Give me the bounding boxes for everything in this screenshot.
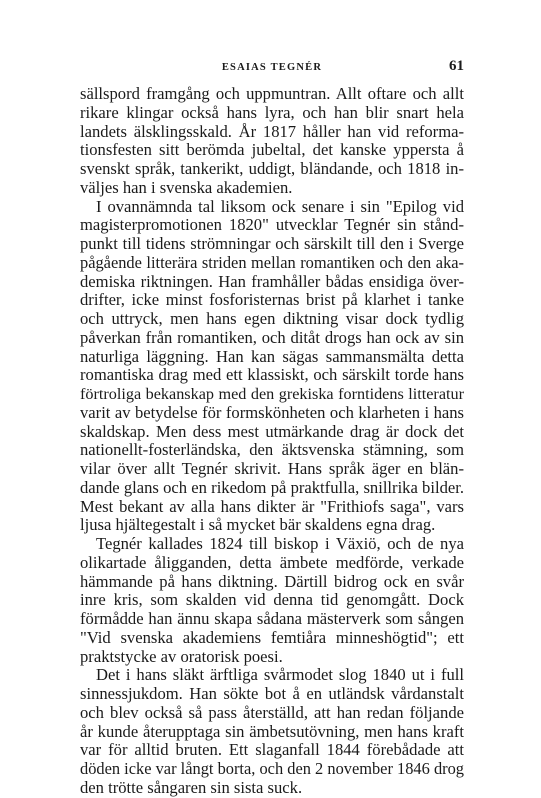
- text-line: väljes han i svenska akademien.: [80, 177, 293, 197]
- text-line: I ovannämnda tal liksom ock senare i sin "Epilog vid: [96, 196, 464, 216]
- text-line: varit av betydelse för formskönheten och klarheten i hans: [80, 402, 464, 422]
- text-line: naturliga läggning. Han kan sägas sammansmälta detta: [80, 346, 464, 366]
- text-line: påverkan från romantiken, och ditåt drogs han ock av sin: [80, 327, 464, 347]
- text-line: och uttryck, men hans egen diktning visar dock tydlig: [80, 309, 464, 328]
- running-head: ESAIAS TEGNÉR: [221, 62, 323, 73]
- text-line: och blev också så pass återställd, att han redan följande: [80, 702, 464, 722]
- page-header: [80, 58, 464, 78]
- text-line: vilar över allt Tegnér skrivit. Hans språk äger en blän-: [80, 459, 464, 478]
- text-line: sinnessjukdom. Han sökte bot å en utländsk vårdanstalt: [80, 684, 464, 703]
- text-line: romantiska drag med ett klassiskt, och särskilt torde hans: [80, 365, 464, 385]
- text-line: landets älsklingsskald. År 1817 håller han vid reforma-: [80, 121, 464, 141]
- text-line: sällspord framgång och uppmuntran. Allt oftare och allt: [80, 84, 464, 103]
- body-text: [80, 85, 464, 798]
- text-line: år kunde återupptaga sin ämbetsutövning, men hans kraft: [80, 721, 464, 741]
- text-line: Det i hans släkt ärftliga svårmodet slog 1840 ut i full: [96, 665, 464, 685]
- text-line: hämmande på hans diktning. Därtill bidrog ock en svår: [80, 571, 464, 591]
- text-line: dande glans och en rikedom på praktfulla, snillrika bilder.: [80, 477, 464, 497]
- text-line: ljusa hjältegestalt i så mycket bär skaldens egna drag.: [80, 515, 436, 535]
- text-line: förtroliga bekanskap med den grekiska forntidens litteratur: [80, 385, 464, 403]
- text-line: den trötte sångaren sin sista suck.: [80, 777, 303, 797]
- text-line: förmådde han ännu skapa sådana mästerverk som sången: [80, 609, 464, 628]
- text-line: pågående litterära striden mellan romantiken och den aka-: [80, 252, 464, 272]
- text-line: svenskt språk, tankerikt, uddigt, bländande, och 1818 in-: [80, 159, 464, 178]
- text-line: nationellt-fosterländska, den äktsvenska stämning, som: [80, 440, 464, 460]
- text-line: tionsfesten sitt berömda jubeltal, det kanske yppersta å: [80, 140, 464, 160]
- text-line: magisterpromotionen 1820" utvecklar Tegnér sin stånd-: [80, 215, 464, 235]
- page-number: 61: [449, 58, 464, 74]
- text-line: olikartade åligganden, detta ämbete medförde, verkade: [80, 552, 464, 572]
- text-line: demiska riktningen. Han framhåller bådas ensidiga över-: [80, 271, 464, 291]
- text-line: Mest bekant av alla hans dikter är "Frithiofs saga", vars: [80, 496, 464, 516]
- text-line: döden icke var långt borta, och den 2 november 1846 drog: [80, 759, 464, 778]
- text-line: punkt till tidens strömningar och särskilt till den i Sverge: [80, 234, 464, 253]
- text-line: var för alltid bruten. Ett slaganfall 1844 förebådade att: [80, 740, 464, 760]
- text-line: drifter, icke minst fosforisternas brist på klarhet i tanke: [80, 290, 464, 310]
- text-line: skaldskap. Men dess mest utmärkande drag är dock det: [80, 421, 464, 441]
- text-line: rikare klingar också hans lyra, och han blir snart hela: [80, 102, 464, 122]
- text-line: inre kris, som skalden vid denna tid genomgått. Dock: [80, 590, 464, 610]
- text-line: praktstycke av oratorisk poesi.: [80, 646, 283, 666]
- text-line: "Vid svenska akademiens femtiåra minneshögtid"; ett: [80, 627, 464, 647]
- text-line: Tegnér kallades 1824 till biskop i Växiö, och de nya: [96, 534, 464, 553]
